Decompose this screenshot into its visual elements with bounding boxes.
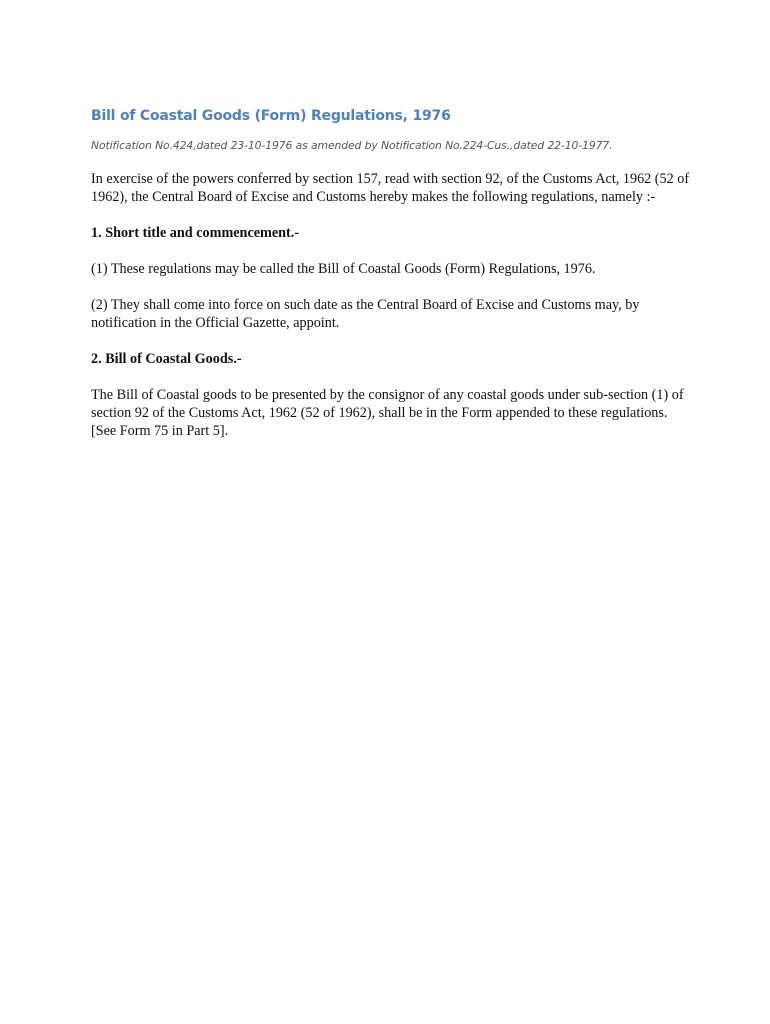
document-body xyxy=(91,106,691,440)
section-heading-short-title: 1. Short title and commencement.- xyxy=(91,225,300,241)
section-1-paragraph-1: (1) These regulations may be called the Bill of Coastal Goods (Form) Regulations, 1976. xyxy=(91,261,596,277)
document-title: Bill of Coastal Goods (Form) Regulations, 1976 xyxy=(91,108,451,124)
notification-subtitle: Notification No.424,dated 23-10-1976 as amended by Notification No.224-Cus.,dated 22-10-1977. xyxy=(91,139,613,152)
section-1-paragraph-2: (2) They shall come into force on such date as the Central Board of Excise and Customs may, by notification in the Official Gazette, appoint. xyxy=(91,297,640,331)
section-2-paragraph-1: The Bill of Coastal goods to be presented by the consignor of any coastal goods under sub-section (1) of section 92 of the Customs Act, 1962 (52 of 1962), shall be in the Form appended to these regulations. [See Form 75 in Part 5]. xyxy=(91,387,684,439)
intro-paragraph: In exercise of the powers conferred by section 157, read with section 92, of the Customs Act, 1962 (52 of 1962), the Central Board of Excise and Customs hereby makes the following regulations, namely :- xyxy=(91,171,690,205)
section-heading-bill-of-coastal-goods: 2. Bill of Coastal Goods.- xyxy=(91,351,242,367)
